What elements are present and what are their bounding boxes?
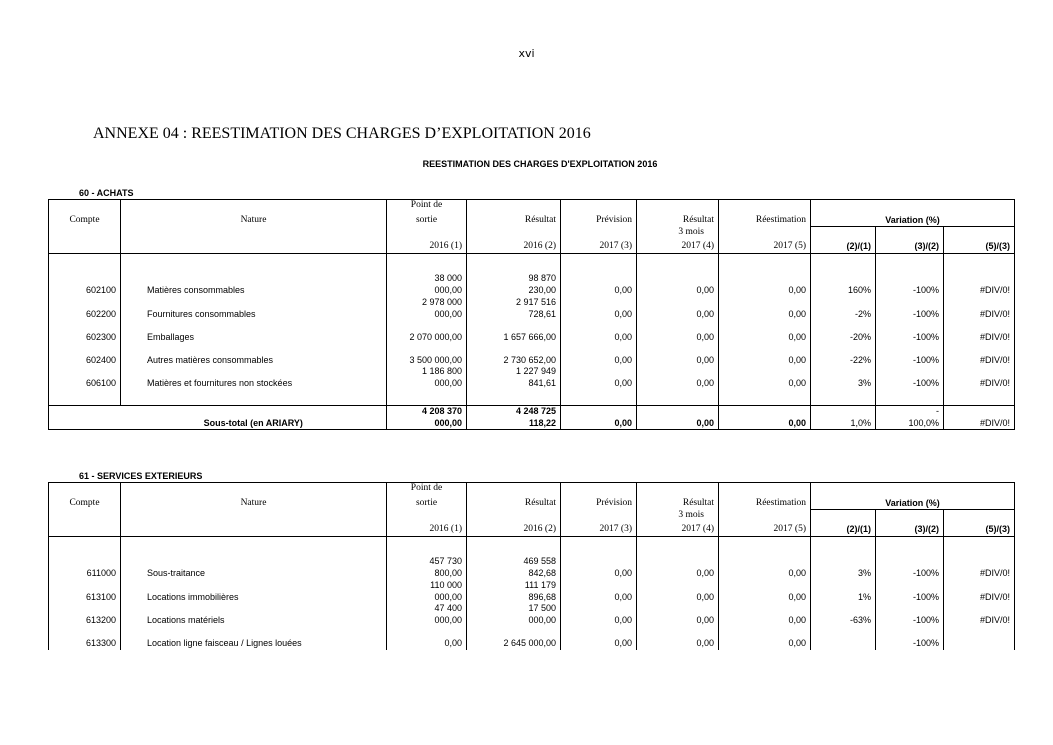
variation-3-2-cell: -100% — [876, 638, 944, 650]
subtotal-resultat-3mois: 0,00 — [637, 418, 719, 430]
subtotal-resultat: 118,22 — [467, 418, 561, 430]
nature-cell: Location ligne faisceau / Lignes louées — [121, 638, 387, 650]
subtotal-prevision: 0,00 — [561, 418, 637, 430]
table-row-values-top — [49, 580, 1015, 592]
variation-5-3-cell: #DIV/0! — [944, 615, 1015, 627]
subtotal-variation-3-2: 100,0% — [876, 418, 944, 430]
resultat-cell: 2 645 000,00 — [467, 638, 561, 650]
variation-5-3-cell — [944, 638, 1015, 650]
reestimation-cell: 0,00 — [719, 354, 811, 366]
variation-3-2-cell: -100% — [876, 591, 944, 603]
header-sortie: sortie — [387, 495, 467, 510]
header-reestimation: Réestimation — [719, 212, 811, 227]
point-de-sortie-cell: 000,00 — [387, 615, 467, 627]
variation-5-3-cell: #DIV/0! — [944, 331, 1015, 343]
resultat-upper — [467, 343, 561, 354]
point-de-sortie-cell: 000,00 — [387, 378, 467, 390]
prevision-cell: 0,00 — [561, 308, 637, 320]
header-resultat: Résultat — [467, 212, 561, 227]
header-2016-2: 2016 (2) — [467, 521, 561, 536]
table-row-values-top — [49, 320, 1015, 331]
table-row — [49, 354, 1015, 366]
annexe-title: ANNEXE 04 : REESTIMATION DES CHARGES D’EXPLOITATION 2016 — [93, 125, 591, 142]
header-compte: Compte — [49, 495, 121, 510]
resultat-upper: 2 917 516 — [467, 297, 561, 309]
resultat-cell: 230,00 — [467, 285, 561, 297]
resultat-cell: 728,61 — [467, 308, 561, 320]
table-row-values-top — [49, 556, 1015, 568]
resultat-cell: 2 730 652,00 — [467, 354, 561, 366]
reestimation-cell: 0,00 — [719, 591, 811, 603]
header-variation-top — [811, 483, 1015, 495]
header-point-de: Point de — [387, 200, 467, 212]
header-2017-4: 2017 (4) — [637, 521, 719, 536]
resultat-3mois-cell: 0,00 — [637, 568, 719, 580]
variation-3-2-cell: -100% — [876, 378, 944, 390]
variation-2-1-cell: -22% — [811, 354, 876, 366]
variation-3-2-cell: -100% — [876, 331, 944, 343]
subtotal-variation-2-1: 1,0% — [811, 418, 876, 430]
prevision-cell: 0,00 — [561, 331, 637, 343]
variation-2-1-cell: 3% — [811, 568, 876, 580]
section-title-services: 61 - SERVICES EXTERIEURS — [79, 471, 203, 481]
point-de-sortie-cell: 000,00 — [387, 591, 467, 603]
header-var-5-3: (5)/(3) — [944, 238, 1015, 253]
table-row — [49, 378, 1015, 390]
compte-cell: 602200 — [49, 308, 121, 320]
point-de-sortie-upper: 457 730 — [387, 556, 467, 568]
reestimation-cell: 0,00 — [719, 285, 811, 297]
nature-cell: Matières consommables — [121, 285, 387, 297]
nature-cell: Matières et fournitures non stockées — [121, 378, 387, 390]
variation-2-1-cell: -2% — [811, 308, 876, 320]
reestimation-cell: 0,00 — [719, 615, 811, 627]
table-row — [49, 615, 1015, 627]
table-row-values-top — [49, 273, 1015, 285]
nature-cell: Autres matières consommables — [121, 354, 387, 366]
resultat-upper: 111 179 — [467, 580, 561, 592]
subtotal-row — [49, 418, 1015, 430]
point-de-sortie-cell: 000,00 — [387, 308, 467, 320]
subtotal-variation-3-2-upper: - — [876, 406, 944, 418]
table-row-values-top — [49, 603, 1015, 615]
header-variation: Variation (%) — [811, 212, 1015, 227]
variation-2-1-cell: -63% — [811, 615, 876, 627]
variation-5-3-cell: #DIV/0! — [944, 378, 1015, 390]
resultat-upper: 469 558 — [467, 556, 561, 568]
resultat-3mois-cell: 0,00 — [637, 378, 719, 390]
table-row — [49, 591, 1015, 603]
nature-cell: Locations matériels — [121, 615, 387, 627]
resultat-3mois-cell: 0,00 — [637, 638, 719, 650]
point-de-sortie-upper: 110 000 — [387, 580, 467, 592]
point-de-sortie-upper: 1 186 800 — [387, 366, 467, 378]
resultat-upper: 98 870 — [467, 273, 561, 285]
variation-5-3-cell: #DIV/0! — [944, 285, 1015, 297]
nature-cell: Fournitures consommables — [121, 308, 387, 320]
resultat-3mois-cell: 0,00 — [637, 331, 719, 343]
resultat-cell: 842,68 — [467, 568, 561, 580]
achats-table — [48, 199, 1015, 430]
header-prevision: Prévision — [561, 495, 637, 510]
variation-2-1-cell: 3% — [811, 378, 876, 390]
header-var-2-1: (2)/(1) — [811, 238, 876, 253]
header-resultat-3mois: Résultat — [637, 212, 719, 227]
header-reestimation: Réestimation — [719, 495, 811, 510]
prevision-cell: 0,00 — [561, 591, 637, 603]
table-row — [49, 285, 1015, 297]
point-de-sortie-cell: 0,00 — [387, 638, 467, 650]
resultat-3mois-cell: 0,00 — [637, 285, 719, 297]
header-3-mois: 3 mois — [637, 227, 719, 239]
resultat-3mois-cell: 0,00 — [637, 615, 719, 627]
nature-cell: Sous-traitance — [121, 568, 387, 580]
resultat-cell: 1 657 666,00 — [467, 331, 561, 343]
resultat-3mois-cell: 0,00 — [637, 591, 719, 603]
subtotal-resultat-upper: 4 248 725 — [467, 406, 561, 418]
reestimation-cell: 0,00 — [719, 308, 811, 320]
resultat-3mois-cell: 0,00 — [637, 354, 719, 366]
resultat-3mois-cell: 0,00 — [637, 308, 719, 320]
point-de-sortie-upper: 38 000 — [387, 273, 467, 285]
point-de-sortie-upper: 47 400 — [387, 603, 467, 615]
header-2017-3: 2017 (3) — [561, 521, 637, 536]
variation-5-3-cell: #DIV/0! — [944, 354, 1015, 366]
point-de-sortie-cell: 3 500 000,00 — [387, 354, 467, 366]
header-variation-top — [811, 200, 1015, 212]
table-row-values-top — [49, 627, 1015, 638]
header-var-5-3: (5)/(3) — [944, 521, 1015, 536]
variation-2-1-cell — [811, 638, 876, 650]
variation-5-3-cell: #DIV/0! — [944, 568, 1015, 580]
resultat-upper — [467, 627, 561, 638]
reestimation-cell: 0,00 — [719, 378, 811, 390]
variation-3-2-cell: -100% — [876, 308, 944, 320]
header-sortie: sortie — [387, 212, 467, 227]
compte-cell: 613100 — [49, 591, 121, 603]
header-prevision: Prévision — [561, 212, 637, 227]
header-nature: Nature — [121, 212, 387, 227]
resultat-cell: 000,00 — [467, 615, 561, 627]
compte-cell: 613300 — [49, 638, 121, 650]
header-2017-5: 2017 (5) — [719, 238, 811, 253]
resultat-upper: 17 500 — [467, 603, 561, 615]
prevision-cell: 0,00 — [561, 615, 637, 627]
variation-2-1-cell: 160% — [811, 285, 876, 297]
point-de-sortie-upper: 2 978 000 — [387, 297, 467, 309]
variation-5-3-cell: #DIV/0! — [944, 591, 1015, 603]
table-row-values-top — [49, 366, 1015, 378]
header-resultat-3mois: Résultat — [637, 495, 719, 510]
reestimation-cell: 0,00 — [719, 568, 811, 580]
table-row-values-top — [49, 297, 1015, 309]
header-2017-4: 2017 (4) — [637, 238, 719, 253]
variation-3-2-cell: -100% — [876, 568, 944, 580]
section-title-achats: 60 - ACHATS — [79, 188, 134, 198]
table-title: REESTIMATION DES CHARGES D'EXPLOITATION 2016 — [422, 159, 658, 169]
table-row-values-top — [49, 343, 1015, 354]
point-de-sortie-upper — [387, 320, 467, 331]
table-row — [49, 331, 1015, 343]
variation-2-1-cell: 1% — [811, 591, 876, 603]
table-row — [49, 638, 1015, 650]
point-de-sortie-upper — [387, 627, 467, 638]
variation-3-2-cell: -100% — [876, 285, 944, 297]
header-nature: Nature — [121, 495, 387, 510]
variation-3-2-cell: -100% — [876, 354, 944, 366]
compte-cell: 613200 — [49, 615, 121, 627]
header-2016-1: 2016 (1) — [387, 521, 467, 536]
reestimation-cell: 0,00 — [719, 331, 811, 343]
variation-5-3-cell: #DIV/0! — [944, 308, 1015, 320]
prevision-cell: 0,00 — [561, 378, 637, 390]
header-2017-5: 2017 (5) — [719, 521, 811, 536]
services-table — [48, 482, 1015, 650]
header-resultat: Résultat — [467, 495, 561, 510]
header-2016-2: 2016 (2) — [467, 238, 561, 253]
point-de-sortie-cell: 000,00 — [387, 285, 467, 297]
table-row — [49, 308, 1015, 320]
prevision-cell: 0,00 — [561, 638, 637, 650]
compte-cell: 611000 — [49, 568, 121, 580]
prevision-cell: 0,00 — [561, 568, 637, 580]
header-var-3-2: (3)/(2) — [876, 521, 944, 536]
table-row — [49, 568, 1015, 580]
nature-cell: Emballages — [121, 331, 387, 343]
subtotal-point-de-sortie-upper: 4 208 370 — [387, 406, 467, 418]
compte-cell: 606100 — [49, 378, 121, 390]
subtotal-variation-5-3: #DIV/0! — [944, 418, 1015, 430]
subtotal-reestimation: 0,00 — [719, 418, 811, 430]
variation-3-2-cell: -100% — [876, 615, 944, 627]
variation-2-1-cell: -20% — [811, 331, 876, 343]
resultat-cell: 896,68 — [467, 591, 561, 603]
resultat-upper: 1 227 949 — [467, 366, 561, 378]
resultat-cell: 841,61 — [467, 378, 561, 390]
header-compte: Compte — [49, 212, 121, 227]
header-variation: Variation (%) — [811, 495, 1015, 510]
prevision-cell: 0,00 — [561, 354, 637, 366]
resultat-upper — [467, 320, 561, 331]
point-de-sortie-cell: 2 070 000,00 — [387, 331, 467, 343]
point-de-sortie-upper — [387, 343, 467, 354]
subtotal-point-de-sortie: 000,00 — [387, 418, 467, 430]
compte-cell: 602100 — [49, 285, 121, 297]
reestimation-cell: 0,00 — [719, 638, 811, 650]
subtotal-label: Sous-total (en ARIARY) — [121, 418, 387, 430]
page-number: xvi — [518, 47, 535, 60]
header-3-mois: 3 mois — [637, 510, 719, 522]
header-var-2-1: (2)/(1) — [811, 521, 876, 536]
header-2016-1: 2016 (1) — [387, 238, 467, 253]
nature-cell: Locations immobilières — [121, 591, 387, 603]
header-var-3-2: (3)/(2) — [876, 238, 944, 253]
prevision-cell: 0,00 — [561, 285, 637, 297]
header-point-de: Point de — [387, 483, 467, 495]
compte-cell: 602400 — [49, 354, 121, 366]
header-2017-3: 2017 (3) — [561, 238, 637, 253]
compte-cell: 602300 — [49, 331, 121, 343]
point-de-sortie-cell: 800,00 — [387, 568, 467, 580]
